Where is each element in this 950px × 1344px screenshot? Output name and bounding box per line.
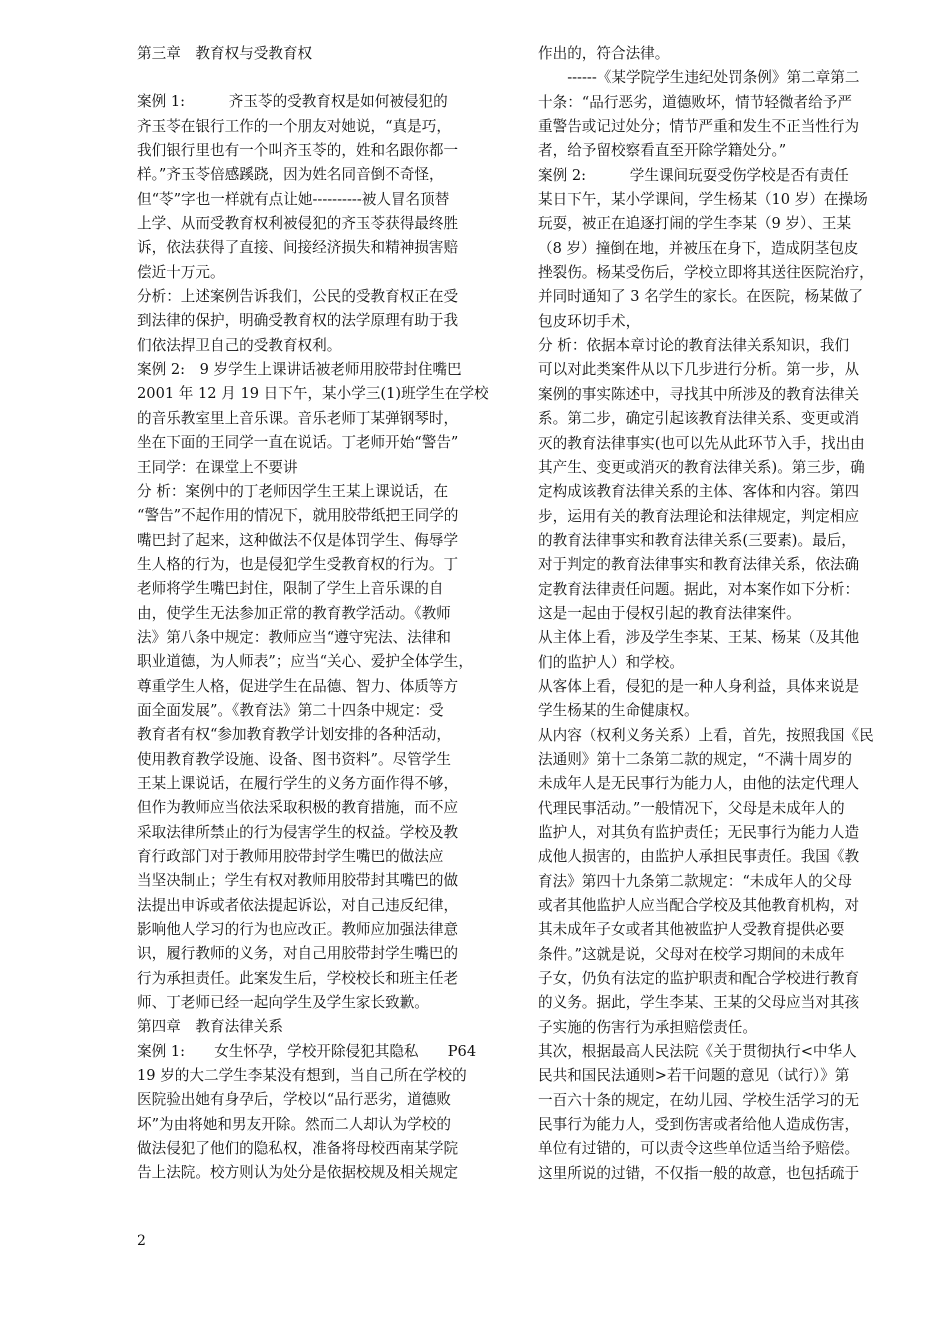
text-line: 某日下午，某小学课间，学生杨某（10 岁）在操场 <box>538 191 868 209</box>
text-line: 从客体上看，侵犯的是一种人身利益，具体来说是 <box>538 677 860 695</box>
text-line: 样。”齐玉苓倍感蹊跷，因为姓名同音倒不奇怪， <box>137 166 444 184</box>
text-line: 定教育法律责任问题。据此，对本案作如下分析： <box>538 580 860 598</box>
text-line: 重警告或记过处分；情节严重和发生不正当性行为 <box>538 118 860 136</box>
text-line: 法提出申诉或者依法提起诉讼，对自己违反纪律， <box>137 896 459 914</box>
text-line: 识，履行教师的义务，对自己用胶带封学生嘴巴的 <box>137 945 459 963</box>
text-line: 面全面发展”。《教育法》第二十四条中规定：受 <box>137 701 444 719</box>
text-line: 子实施的伤害行为承担赔偿责任。 <box>538 1018 757 1036</box>
text-line: 这是一起由于侵权引起的教育法律案件。 <box>538 604 801 622</box>
text-line: 一百六十条的规定，在幼儿园、学校生活学习的无 <box>538 1091 860 1109</box>
text-line: 使用教育教学设施、设备、图书资料”。尽管学生 <box>137 750 451 768</box>
text-line: 对于判定的教育法律事实和教育法律关系，依法确 <box>538 556 860 574</box>
text-line: 医院验出她有身孕后，学校以“品行恶劣，道德败 <box>137 1091 451 1109</box>
text-line: 做法侵犯了他们的隐私权，准备将母校西南某学院 <box>137 1140 459 1158</box>
text-line: 案例 1: 女生怀孕，学校开除侵犯其隐私 P64 <box>137 1042 477 1060</box>
text-line: 采取法律所禁止的行为侵害学生的权益。学校及教 <box>137 823 459 841</box>
text-line: 灭的教育法律事实(也可以先从此环节入手，找出由 <box>538 434 865 452</box>
text-line: 案例的事实陈述中，寻找其中所涉及的教育法律关 <box>538 385 860 403</box>
text-line: 作出的，符合法律。 <box>538 45 670 62</box>
text-line: 单位有过错的，可以责令这些单位适当给予赔偿。 <box>538 1140 860 1158</box>
text-line: 到法律的保护，明确受教育权的法学原理有助于我 <box>137 312 459 330</box>
text-line: 职业道德，为人师表”；应当“关心、爱护全体学生， <box>137 653 473 671</box>
text-line: 的教育法律事实和教育法律关系(三要素)。最后， <box>538 531 856 549</box>
text-line: 诉，依法获得了直接、间接经济损失和精神损害赔 <box>137 239 459 257</box>
text-line: 第三章 教育权与受教育权 <box>137 45 313 62</box>
text-line: 未成年人是无民事行为能力人，由他的法定代理人 <box>538 775 860 793</box>
page-number: 2 <box>137 1233 146 1249</box>
text-line: 的义务。据此，学生李某、王某的父母应当对其孩 <box>538 994 860 1012</box>
text-line: 案例 2: 学生课间玩耍受伤学校是否有责任 <box>538 166 849 184</box>
text-line: “警告”不起作用的情况下，就用胶带纸把王同学的 <box>137 507 459 525</box>
text-line: 从主体上看，涉及学生李某、王某、杨某（及其他 <box>538 629 860 647</box>
text-line: 挫裂伤。杨某受伤后，学校立即将其送往医院治疗， <box>538 264 874 282</box>
text-line: 生人格的行为，也是侵犯学生受教育权的行为。丁 <box>137 555 459 573</box>
text-line: 育行政部门对于教师用胶带封学生嘴巴的做法应 <box>137 848 444 865</box>
text-line: 案例 1: 齐玉苓的受教育权是如何被侵犯的 <box>137 93 448 111</box>
text-line: 系。第二步，确定引起该教育法律关系、变更或消 <box>538 410 860 428</box>
text-line: 其产生、变更或消灭的教育法律关系)。第三步，确 <box>538 458 865 476</box>
text-line: 由，使学生无法参加正常的教育教学活动。《教师 <box>137 604 451 622</box>
text-line: 十条：“品行恶劣，道德败坏，情节轻微者给予严 <box>538 93 852 111</box>
text-line: 育法》第四十九条第二款规定：“未成年人的父母 <box>538 872 852 890</box>
text-line: 尊重学生人格，促进学生在品德、智力、体质等方 <box>137 677 459 695</box>
text-line: 老师将学生嘴巴封住，限制了学生上音乐课的自 <box>137 580 444 598</box>
text-line: 的音乐教室里上音乐课。音乐老师丁某弹钢琴时， <box>137 409 459 427</box>
text-line: 们的监护人）和学校。 <box>538 653 684 671</box>
text-line: 子女，仍负有法定的监护职责和配合学校进行教育 <box>538 970 860 988</box>
text-line: ------《某学院学生违纪处罚条例》第二章第二 <box>538 69 860 87</box>
text-line: 齐玉苓在银行工作的一个朋友对她说，“真是巧， <box>137 117 451 135</box>
text-line: 坐在下面的王同学一直在说话。丁老师开始“警告” <box>137 434 459 452</box>
text-line: 师、丁老师已经一起向学生及学生家长致歉。 <box>137 994 429 1012</box>
text-line: 们依法捍卫自己的受教育权利。 <box>137 336 342 354</box>
text-line: 分 析：依据本章讨论的教育法律关系知识，我们 <box>538 337 850 355</box>
text-line: 坏”为由将她和男友开除。然而二人却认为学校的 <box>137 1115 451 1133</box>
right-column <box>538 42 912 1186</box>
text-line: 嘴巴封了起来，这种做法不仅是体罚学生、侮辱学 <box>137 531 459 549</box>
text-line: 但“苓”字也一样就有点让她----------被人冒名顶替 <box>137 190 450 208</box>
text-line: 分 析：案例中的丁老师因学生王某上课说话，在 <box>137 482 449 500</box>
text-line: 其未成年子女或者其他被监护人受教育提供必要 <box>538 921 845 939</box>
text-line: 成他人损害的，由监护人承担民事责任。我国《教 <box>538 848 860 866</box>
text-line: 上学、从而受教育权利被侵犯的齐玉苓获得最终胜 <box>137 215 459 233</box>
left-column <box>137 42 510 1186</box>
text-line: 并同时通知了 3 名学生的家长。在医院，杨某做了 <box>538 288 864 306</box>
text-line: 告上法院。校方则认为处分是依据校规及相关规定 <box>137 1164 459 1182</box>
text-line: 这里所说的过错，不仅指一般的故意，也包括疏于 <box>538 1164 860 1182</box>
text-line: 影响他人学习的行为也应改正。教师应加强法律意 <box>137 921 459 939</box>
text-line: 代理民事活动。”一般情况下，父母是未成年人的 <box>538 799 845 817</box>
text-line: 分析：上述案例告诉我们，公民的受教育权正在受 <box>137 288 459 306</box>
text-line: 偿近十万元。 <box>137 263 225 281</box>
text-line: 监护人，对其负有监护责任；无民事行为能力人造 <box>538 824 860 841</box>
text-line: 但作为教师应当依法采取积极的教育措施，而不应 <box>137 799 459 817</box>
text-line: 王同学：在课堂上不要讲 <box>137 458 298 476</box>
text-line: 第四章 教育法律关系 <box>137 1018 283 1036</box>
text-line: 法通则》第十二条第二款的规定，“不满十周岁的 <box>538 750 852 768</box>
text-line: 行为承担责任。此案发生后，学校校长和班主任老 <box>137 969 459 987</box>
text-line: 可以对此类案件从以下几步进行分析。第一步，从 <box>538 361 860 379</box>
text-line: 我们银行里也有一个叫齐玉苓的，姓和名跟你都一 <box>137 142 459 160</box>
text-line: 民事行为能力人，受到伤害或者给他人造成伤害， <box>538 1116 860 1134</box>
text-line: 王某上课说话，在履行学生的义务方面作得不够， <box>137 774 459 792</box>
text-line: 步，运用有关的教育法理论和法律规定，判定相应 <box>538 507 860 525</box>
text-line: 2001 年 12 月 19 日下午，某小学三(1)班学生在学校 <box>137 385 489 403</box>
text-line: 19 岁的大二学生李某没有想到，当自己所在学校的 <box>137 1067 467 1085</box>
text-line: 教育者有权“参加教育教学计划安排的各种活动， <box>137 726 451 744</box>
text-line: 案例 2: 9 岁学生上课讲话被老师用胶带封住嘴巴 <box>137 361 462 379</box>
text-line <box>137 66 510 90</box>
text-line: 包皮环切手术， <box>538 312 641 330</box>
text-line: 从内容（权利义务关系）上看，首先，按照我国《民 <box>538 726 874 744</box>
text-line: 玩耍，被正在追逐打闹的学生李某（9 岁）、王某 <box>538 215 852 233</box>
text-line: 当坚决制止；学生有权对教师用胶带封其嘴巴的做 <box>137 872 459 890</box>
text-line: 学生杨某的生命健康权。 <box>538 702 699 720</box>
text-line: 其次，根据最高人民法院《关于贯彻执行<中华人 <box>538 1043 857 1061</box>
text-line: 者，给予留校察看直至开除学籍处分。” <box>538 142 787 160</box>
text-line: 定构成该教育法律关系的主体、客体和内容。第四 <box>538 483 860 501</box>
text-line: 民共和国民法通则>若干问题的意见（试行）》第 <box>538 1067 850 1085</box>
text-line: 或者其他监护人应当配合学校及其他教育机构，对 <box>538 897 860 915</box>
text-line: （8 岁）撞倒在地，并被压在身下，造成阴茎包皮 <box>538 239 859 257</box>
text-line: 条件。”这就是说，父母对在校学习期间的未成年 <box>538 945 845 963</box>
text-line: 法》第八条中规定：教师应当“遵守宪法、法律和 <box>137 628 451 646</box>
